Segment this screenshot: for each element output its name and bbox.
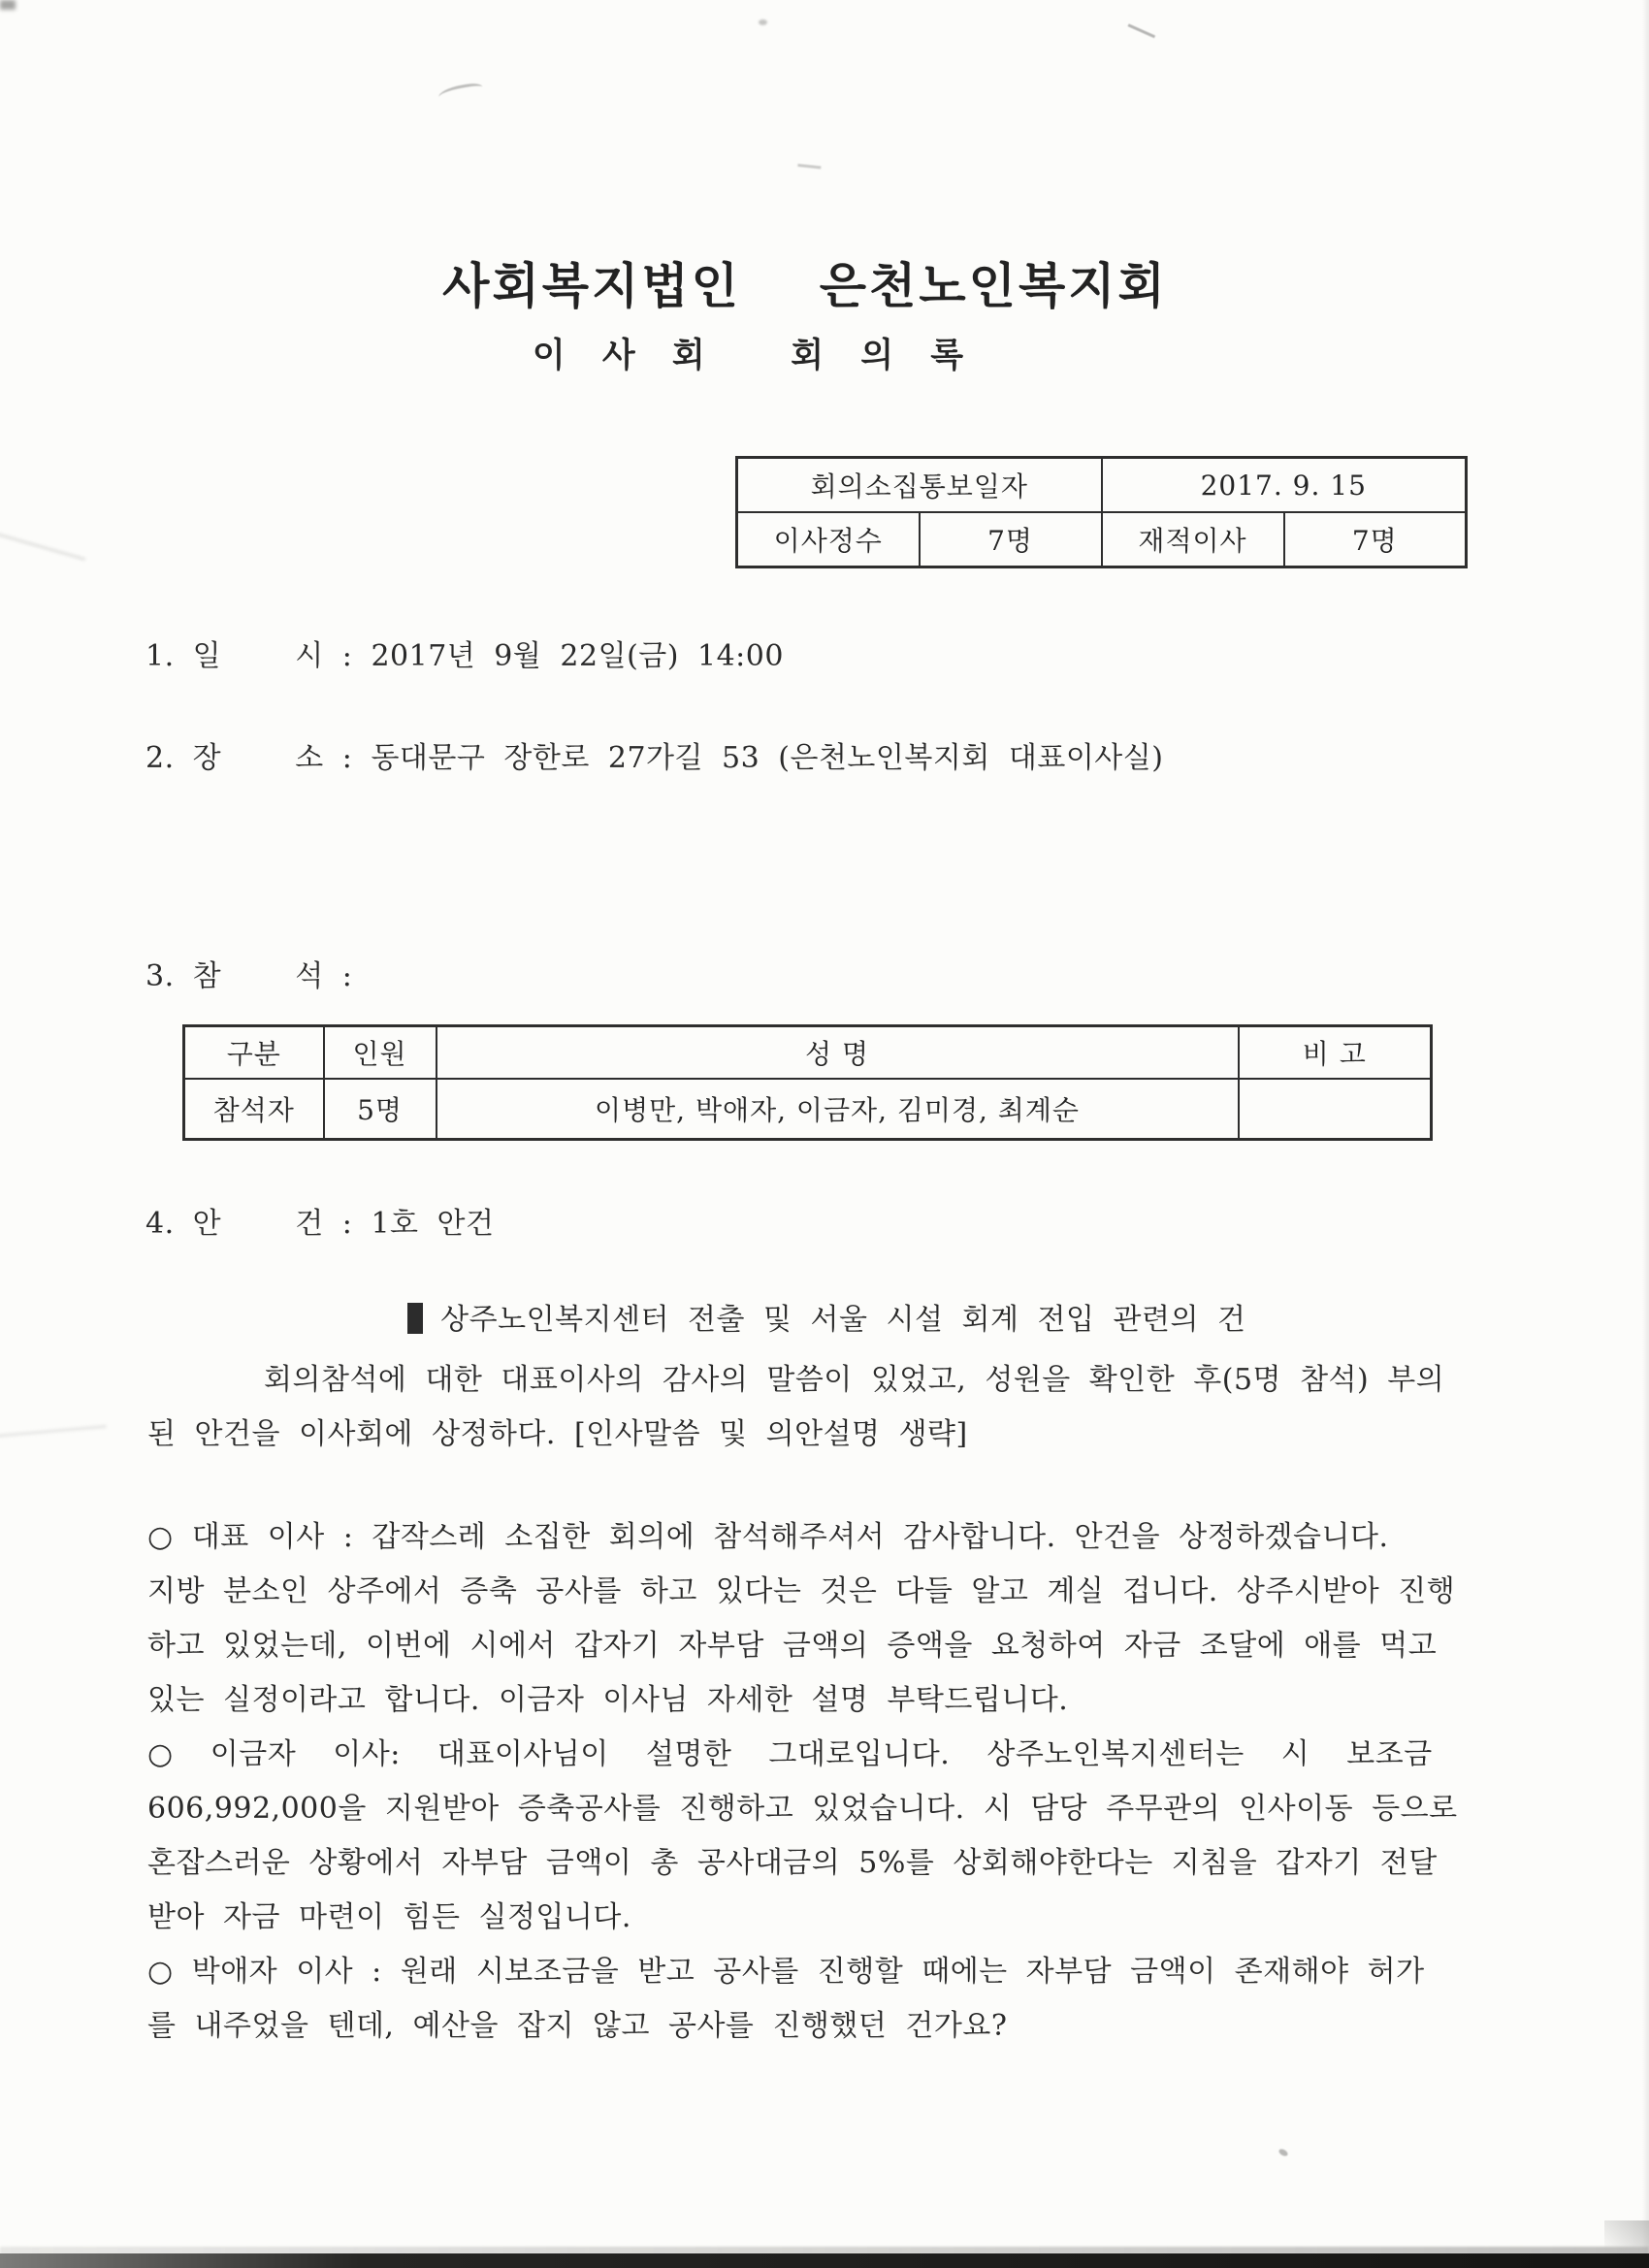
item-attendance: 3. 참 석 : xyxy=(146,959,353,993)
item-location: 2. 장 소 : 동대문구 장한로 27가길 53 (은천노인복지회 대표이사실) xyxy=(146,741,1164,775)
discussion-line: ○ 이금자 이사: 대표이사님이 설명한 그대로입니다. 상주노인복지센터는 시 보조금 xyxy=(147,1737,1433,1771)
document-subtitle: 이 사 회 회 의 록 xyxy=(532,336,977,375)
item-agenda: 4. 안 건 : 1호 안건 xyxy=(146,1207,495,1241)
scan-artifact xyxy=(1277,2148,1289,2157)
scan-artifact xyxy=(437,81,484,104)
scan-artifact xyxy=(1124,23,1155,46)
meeting-info-table xyxy=(735,456,1468,568)
scan-edge-shadow xyxy=(1642,0,1649,2268)
scan-crease xyxy=(0,529,85,561)
attend-count: 5명 xyxy=(324,1079,436,1140)
scan-edge-band xyxy=(0,2253,1649,2268)
discussion-line: ○ 대표 이사 : 갑작스레 소집한 회의에 참석해주셔서 감사합니다. 안건을 상정하겠습니다. xyxy=(147,1520,1389,1554)
document-title: 사회복지법인 은천노인복지회 xyxy=(442,257,1168,314)
attendance-table xyxy=(182,1024,1433,1141)
table-header-row xyxy=(184,1026,1432,1080)
discussion-line: 606,992,000을 지원받아 증축공사를 진행하고 있었습니다. 시 담당 주무관의 인사이동 등으로 xyxy=(147,1792,1458,1826)
scan-crease xyxy=(0,1425,107,1440)
attend-header-category: 구분 xyxy=(184,1026,324,1080)
scan-artifact xyxy=(797,164,822,176)
attend-names: 이병만, 박애자, 이금자, 김미경, 최계순 xyxy=(436,1079,1239,1140)
incumbent-directors-value: 7명 xyxy=(1284,512,1467,567)
intro-line: 회의참석에 대한 대표이사의 감사의 말씀이 있었고, 성원을 확인한 후(5명 참석) 부의 xyxy=(264,1363,1445,1397)
discussion-line: 하고 있었는데, 이번에 시에서 갑자기 자부담 금액의 증액을 요청하여 자금 조달에 애를 먹고 xyxy=(147,1629,1438,1663)
attend-header-note: 비 고 xyxy=(1239,1026,1432,1080)
discussion-line: 받아 자금 마련이 힘든 실정입니다. xyxy=(147,1900,631,1934)
item-datetime: 1. 일 시 : 2017년 9월 22일(금) 14:00 xyxy=(146,639,784,673)
agenda-bullet-icon xyxy=(407,1303,423,1334)
intro-line: 된 안건을 이사회에 상정하다. [인사말씀 및 의안설명 생략] xyxy=(147,1417,968,1451)
discussion-line: 지방 분소인 상주에서 증축 공사를 하고 있다는 것은 다들 알고 계실 겁니다. 상주시받아 진행 xyxy=(147,1574,1456,1608)
scan-artifact xyxy=(759,19,767,25)
scan-artifact xyxy=(0,0,16,10)
discussion-line: ○ 박애자 이사 : 원래 시보조금을 받고 공사를 진행할 때에는 자부담 금액이 존재해야 허가 xyxy=(147,1955,1425,1989)
notice-date-label: 회의소집통보일자 xyxy=(737,458,1102,513)
discussion-line: 혼잡스러운 상황에서 자부담 금액이 총 공사대금의 5%를 상회해야한다는 지침을 갑자기 전달 xyxy=(147,1846,1438,1880)
table-row xyxy=(737,458,1467,513)
incumbent-directors-label: 재적이사 xyxy=(1102,512,1284,567)
total-directors-value: 7명 xyxy=(920,512,1102,567)
attend-note xyxy=(1239,1079,1432,1140)
discussion-line: 있는 실정이라고 합니다. 이금자 이사님 자세한 설명 부탁드립니다. xyxy=(147,1683,1069,1717)
table-row xyxy=(184,1079,1432,1140)
attend-header-names: 성 명 xyxy=(436,1026,1239,1080)
attend-header-count: 인원 xyxy=(324,1026,436,1080)
scan-corner-shadow xyxy=(1604,2220,1649,2253)
notice-date-value: 2017. 9. 15 xyxy=(1102,458,1467,513)
total-directors-label: 이사정수 xyxy=(737,512,920,567)
attend-category: 참석자 xyxy=(184,1079,324,1140)
scan-edge-shadow xyxy=(0,2247,1649,2254)
discussion-line: 를 내주었을 텐데, 예산을 잡지 않고 공사를 진행했던 건가요? xyxy=(147,2009,1008,2043)
table-row xyxy=(737,512,1467,567)
agenda-title-text: 상주노인복지센터 전출 및 서울 시설 회계 전입 관련의 건 xyxy=(440,1303,1246,1337)
